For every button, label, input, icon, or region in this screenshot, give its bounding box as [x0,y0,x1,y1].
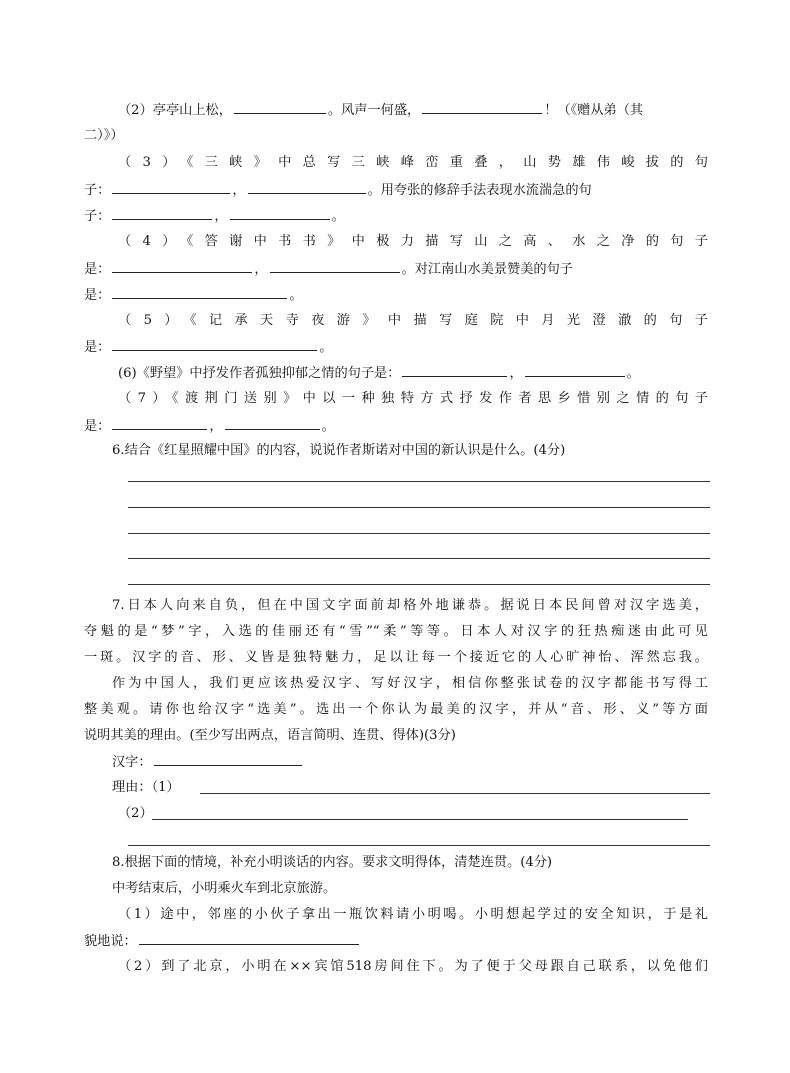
reason2-label: （2） [118,806,153,821]
item2-text-d: 二）》） [84,128,124,143]
q7-reason2-row [118,804,153,824]
q5-item7-line2 [84,416,335,437]
answer-blank[interactable] [270,259,400,273]
q5-item5-line1: （5）《记承天寺夜游》中描写庭院中月光澄澈的句子 [118,313,708,328]
answer-blank[interactable] [112,206,212,220]
q7-para1-line3: 一斑。汉字的音、形、义皆是独特魅力，足以让每一个接近它的人心旷神怡、浑然忘我。 [84,650,708,665]
q7-char-row [112,752,304,773]
q7-para2-line1: 作为中国人，我们更应该热爱汉字、写好汉字，相信你整张试卷的汉字都能书写得工 [112,676,708,691]
answer-blank[interactable] [112,416,207,430]
answer-blank[interactable] [422,100,542,114]
q7-para1-line2: 夺魁的是“梦”字，入选的佳丽还有“雪”“柔”等等。日本人对汉字的狂热痴迷由此可见 [84,624,708,639]
item2-text-b: 。风声一何盛， [327,103,421,118]
answer-blank[interactable] [402,363,507,377]
q5-item3-line2 [84,180,592,201]
item4-text-d: 是： [84,288,111,303]
reason-label: 理由：（1） [112,780,180,795]
item4-text-c: 。对江南山水美景赞美的句子 [401,262,573,277]
item3-text-d: 子： [84,209,111,224]
item7-text-b: ， [209,419,223,434]
q7-reason3-line[interactable] [128,845,710,846]
answer-blank[interactable] [112,337,317,351]
q6-question: 6.结合《红星照耀中国》的内容，说说作者斯诺对中国的新认识是什么。(4分) [112,443,566,458]
item3-text-f: 。 [331,209,345,224]
q5-item4-line1: （4）《答谢中书书》中极力描写山之高、水之净的句子 [118,234,708,249]
answer-blank[interactable] [225,416,320,430]
q6-answer-line-1[interactable] [128,481,710,482]
q7-para2-line3: 说明其美的理由。(至少写出两点，语言简明、连贯、得体)(3分) [84,728,456,743]
answer-blank[interactable] [112,285,287,299]
q5-item5-line2 [84,337,333,358]
item3-text-a: 子： [84,183,111,198]
char-answer-blank[interactable] [154,752,302,766]
q5-item4-line2 [84,259,573,280]
q5-item7-line1: （7）《渡荆门送别》中以一种独特方式抒发作者思乡惜别之情的句子 [118,391,708,406]
q7-reason2-line[interactable] [152,819,688,820]
item5-text-b: 。 [319,340,333,355]
q8-part1-line1: （1）途中，邻座的小伙子拿出一瓶饮料请小明喝。小明想起学过的安全知识，于是礼 [118,907,708,922]
q7-para2-line2: 整美观。请你也给汉字“选美”。选出一个你认为最美的汉字，并从“音、形、义”等方面 [84,702,708,717]
item6-text-a: (6)《野望》中抒发作者孤独抑郁之情的句子是： [118,366,401,381]
item4-text-e: 。 [289,288,303,303]
q6-answer-line-5[interactable] [128,584,710,585]
item3-text-b: ， [232,183,246,198]
item2-text-a: （2）亭亭山上松， [118,103,232,118]
q7-reason1-line[interactable] [200,793,710,794]
q5-item4-line3 [84,285,303,306]
item7-text-c: 。 [321,419,335,434]
q7-reason-row [112,778,180,798]
item4-text-a: 是： [84,262,111,277]
q5-item2-line2 [84,126,124,146]
item3-text-c: 。用夸张的修辞手法表现水流湍急的句 [367,183,592,198]
q8-part1-line2 [84,931,361,952]
q7-para1-line1: 7.日本人向来自负，但在中国文字面前却格外地谦恭。据说日本民间曾对汉字选美， [112,598,708,613]
q8-scenario: 中考结束后，小明乘火车到北京旅游。 [112,881,337,896]
q8-question: 8.根据下面的情境，补充小明谈话的内容。要求文明得体，清楚连贯。(4分) [112,855,553,870]
item3-text-e: ， [214,209,228,224]
char-label: 汉字： [112,755,152,770]
q5-item3-line1: （3）《三峡》中总写三峡峰峦重叠，山势雄伟峻拔的句 [118,155,708,170]
item2-text-c: ！（《赠从弟（其 [544,103,644,118]
q6-answer-line-2[interactable] [128,507,710,508]
item4-text-b: ， [254,262,268,277]
q8-answer-blank[interactable] [139,931,359,945]
answer-blank[interactable] [525,363,625,377]
q5-item6-line [118,363,640,384]
item6-text-c: 。 [626,366,640,381]
q5-item2-line1 [118,100,643,121]
answer-blank[interactable] [112,259,252,273]
q6-answer-line-4[interactable] [128,558,710,559]
q8-said-label: 貌地说： [84,934,137,949]
item7-text-a: 是： [84,419,111,434]
answer-blank[interactable] [230,206,330,220]
answer-blank[interactable] [234,100,326,114]
item6-text-b: ， [509,366,523,381]
item5-text-a: 是： [84,340,111,355]
answer-blank[interactable] [248,180,366,194]
q8-part2-line1: （2）到了北京，小明在××宾馆518房间住下。为了便于父母跟自己联系，以免他们 [118,959,708,974]
q6-answer-line-3[interactable] [128,533,710,534]
q5-item3-line3 [84,206,345,227]
answer-blank[interactable] [112,180,230,194]
